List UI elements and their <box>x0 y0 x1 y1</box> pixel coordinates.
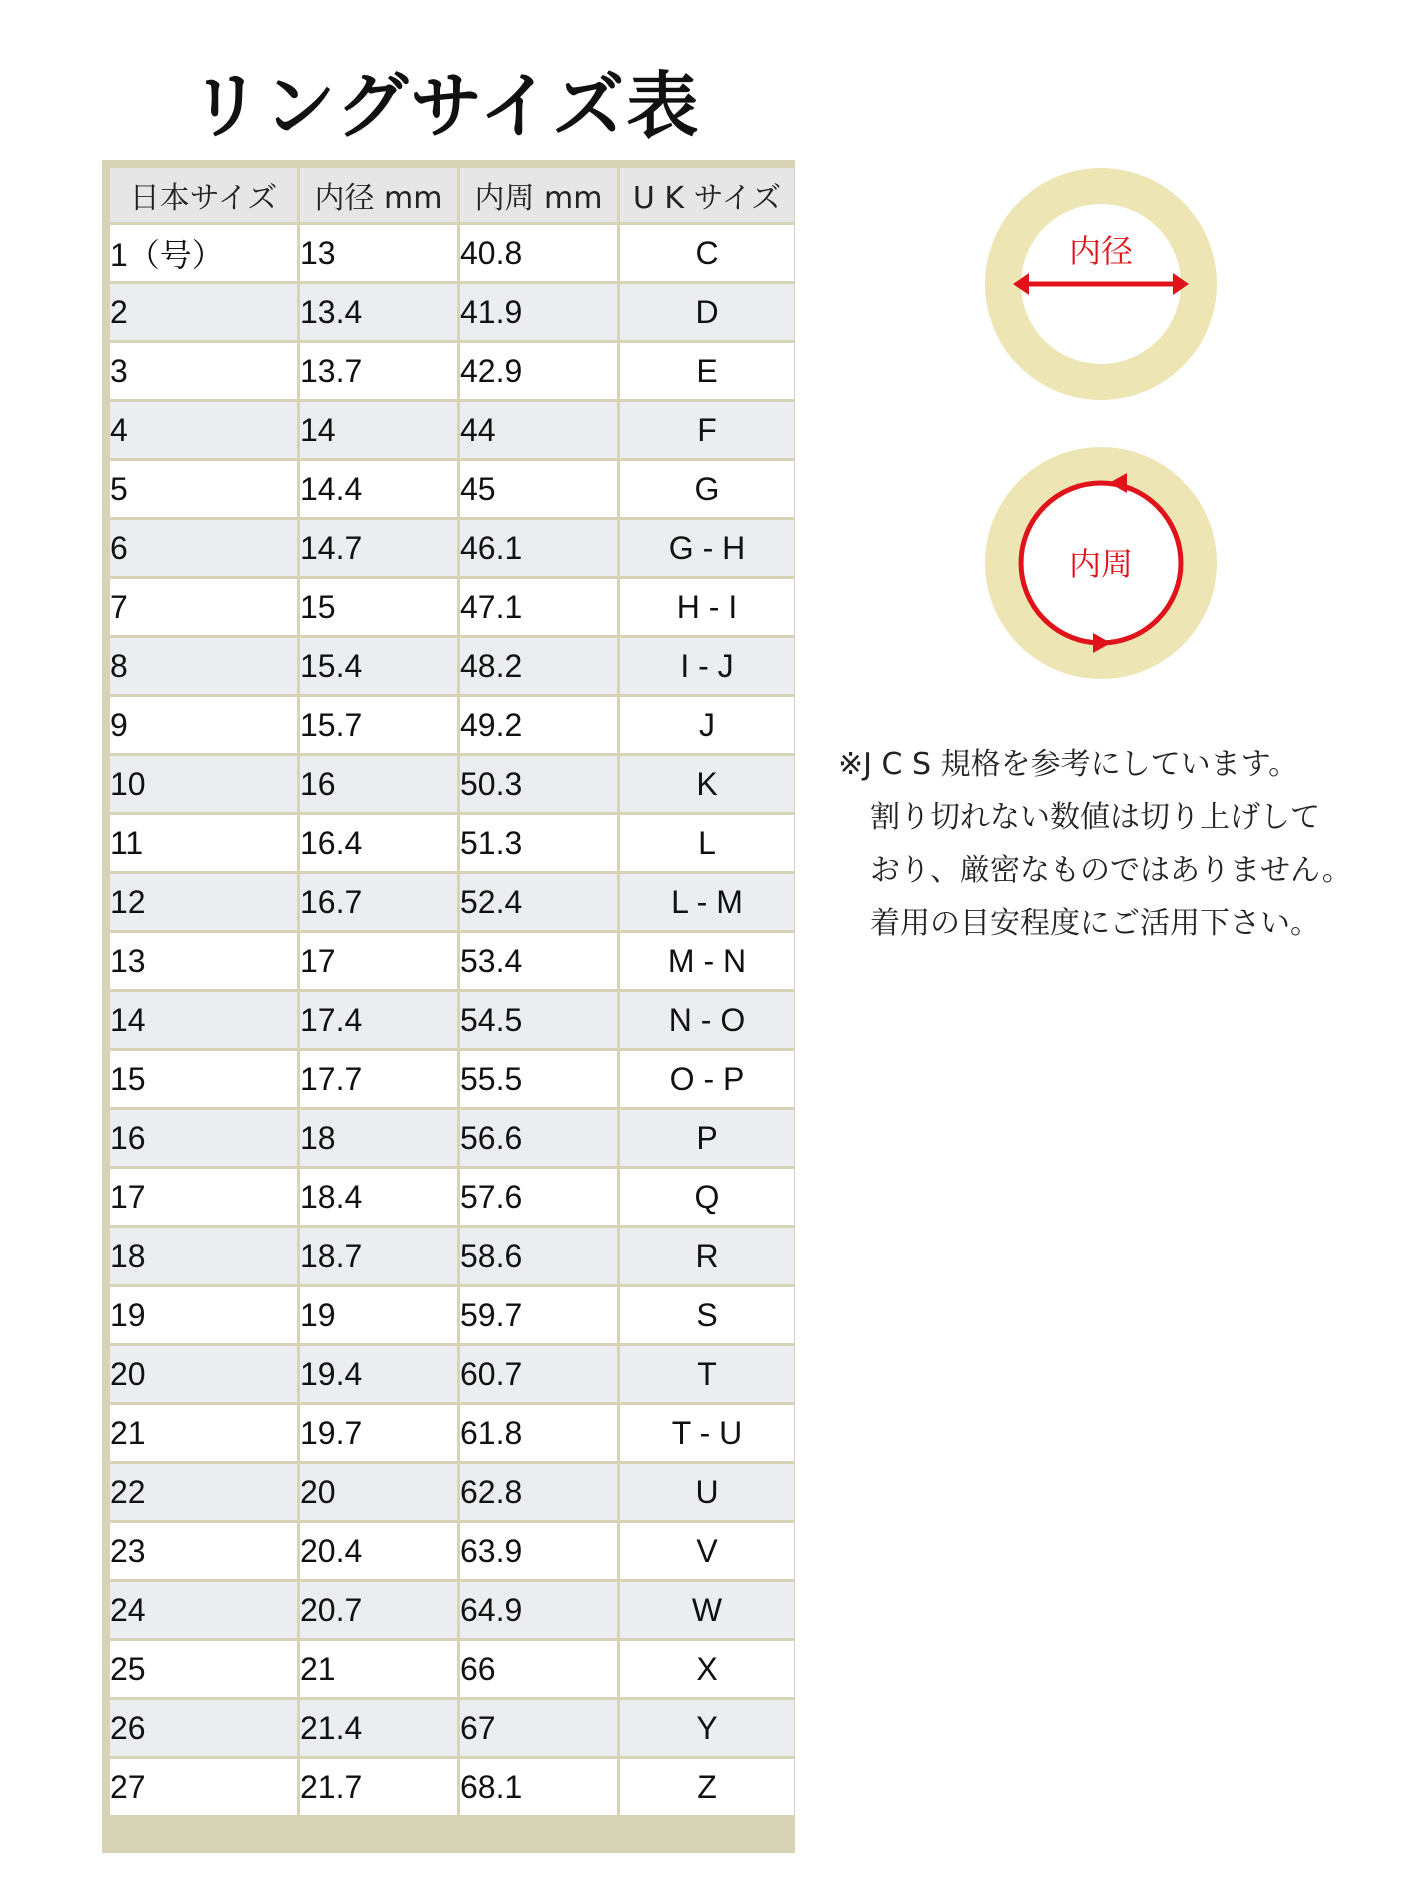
cell-uk-size: V <box>620 1523 794 1579</box>
cell-inner-diameter: 16 <box>300 756 457 812</box>
cell-inner-diameter: 21 <box>300 1641 457 1697</box>
diameter-label: 内径 <box>1068 232 1134 270</box>
cell-japan-size: 23 <box>110 1523 297 1579</box>
cell-uk-size: T <box>620 1346 794 1402</box>
inner-circumference-diagram <box>985 447 1217 679</box>
cell-uk-size: K <box>620 756 794 812</box>
cell-uk-size: L <box>620 815 794 871</box>
cell-inner-diameter: 17.7 <box>300 1051 457 1107</box>
header-uk-size: U K サイズ <box>620 168 794 222</box>
note-line: 着用の目安程度にご活用下さい。 <box>870 906 1320 941</box>
cell-inner-circumference: 44 <box>460 402 617 458</box>
cell-inner-circumference: 48.2 <box>460 638 617 694</box>
table-row <box>110 343 794 399</box>
header-japan-size: 日本サイズ <box>110 168 297 222</box>
cell-inner-diameter: 20 <box>300 1464 457 1520</box>
cell-uk-size: U <box>620 1464 794 1520</box>
cell-uk-size: D <box>620 284 794 340</box>
cell-inner-circumference: 62.8 <box>460 1464 617 1520</box>
table-row <box>110 284 794 340</box>
cell-inner-diameter: 13.7 <box>300 343 457 399</box>
cell-inner-diameter: 19.4 <box>300 1346 457 1402</box>
cell-japan-size: 25 <box>110 1641 297 1697</box>
table-row <box>110 520 794 576</box>
cell-japan-size: 14 <box>110 992 297 1048</box>
cell-uk-size: G - H <box>620 520 794 576</box>
cell-inner-diameter: 18.4 <box>300 1169 457 1225</box>
cell-uk-size: E <box>620 343 794 399</box>
cell-uk-size: M - N <box>620 933 794 989</box>
cell-uk-size: G <box>620 461 794 517</box>
table-row <box>110 579 794 635</box>
table-row <box>110 1641 794 1697</box>
cell-inner-circumference: 63.9 <box>460 1523 617 1579</box>
cell-uk-size: O - P <box>620 1051 794 1107</box>
cell-inner-diameter: 14.4 <box>300 461 457 517</box>
table-row <box>110 402 794 458</box>
table-row <box>110 992 794 1048</box>
cell-inner-diameter: 19 <box>300 1287 457 1343</box>
table-row <box>110 1287 794 1343</box>
cell-uk-size: Q <box>620 1169 794 1225</box>
cell-inner-circumference: 49.2 <box>460 697 617 753</box>
cell-inner-diameter: 21.7 <box>300 1759 457 1815</box>
table-row <box>110 638 794 694</box>
reference-note <box>838 738 1398 950</box>
table-row <box>110 756 794 812</box>
cell-inner-diameter: 16.7 <box>300 874 457 930</box>
cell-japan-size: 15 <box>110 1051 297 1107</box>
cell-japan-size: 6 <box>110 520 297 576</box>
cell-inner-circumference: 50.3 <box>460 756 617 812</box>
table-row <box>110 1346 794 1402</box>
cell-japan-size: 20 <box>110 1346 297 1402</box>
cell-inner-circumference: 40.8 <box>460 225 617 281</box>
cell-japan-size: 7 <box>110 579 297 635</box>
table-row <box>110 1405 794 1461</box>
cell-inner-circumference: 53.4 <box>460 933 617 989</box>
cell-inner-circumference: 67 <box>460 1700 617 1756</box>
cell-uk-size: T - U <box>620 1405 794 1461</box>
cell-japan-size: 19 <box>110 1287 297 1343</box>
cell-japan-size: 2 <box>110 284 297 340</box>
cell-inner-circumference: 59.7 <box>460 1287 617 1343</box>
cell-japan-size: 22 <box>110 1464 297 1520</box>
cell-inner-diameter: 19.7 <box>300 1405 457 1461</box>
cell-japan-size: 21 <box>110 1405 297 1461</box>
cell-inner-circumference: 51.3 <box>460 815 617 871</box>
table-row <box>110 1228 794 1284</box>
cell-japan-size: 17 <box>110 1169 297 1225</box>
table-row <box>110 1523 794 1579</box>
cell-inner-circumference: 54.5 <box>460 992 617 1048</box>
cell-uk-size: P <box>620 1110 794 1166</box>
cell-inner-circumference: 66 <box>460 1641 617 1697</box>
cell-inner-diameter: 14.7 <box>300 520 457 576</box>
cell-inner-circumference: 45 <box>460 461 617 517</box>
table-row <box>110 1464 794 1520</box>
cell-uk-size: Z <box>620 1759 794 1815</box>
cell-japan-size: 11 <box>110 815 297 871</box>
cell-inner-circumference: 61.8 <box>460 1405 617 1461</box>
cell-uk-size: I - J <box>620 638 794 694</box>
cell-japan-size: 10 <box>110 756 297 812</box>
table-row <box>110 815 794 871</box>
table-row <box>110 874 794 930</box>
cell-uk-size: R <box>620 1228 794 1284</box>
cell-japan-size: 24 <box>110 1582 297 1638</box>
table-body <box>110 225 794 1815</box>
cell-japan-size: 4 <box>110 402 297 458</box>
cell-uk-size: N - O <box>620 992 794 1048</box>
cell-japan-size: 9 <box>110 697 297 753</box>
cell-uk-size: X <box>620 1641 794 1697</box>
cell-inner-circumference: 41.9 <box>460 284 617 340</box>
table-row <box>110 1759 794 1815</box>
note-line: 割り切れない数値は切り上げして <box>870 800 1320 835</box>
cell-japan-size: 27 <box>110 1759 297 1815</box>
ring-size-table <box>102 160 795 1853</box>
cell-uk-size: W <box>620 1582 794 1638</box>
table-row <box>110 1700 794 1756</box>
cell-inner-diameter: 15.7 <box>300 697 457 753</box>
table-row <box>110 1051 794 1107</box>
cell-inner-diameter: 16.4 <box>300 815 457 871</box>
cell-uk-size: H - I <box>620 579 794 635</box>
cell-inner-circumference: 47.1 <box>460 579 617 635</box>
cell-japan-size: 8 <box>110 638 297 694</box>
cell-inner-circumference: 64.9 <box>460 1582 617 1638</box>
note-line: ※J C S 規格を参考にしています。 <box>838 747 1299 782</box>
cell-uk-size: J <box>620 697 794 753</box>
page-title: リングサイズ表 <box>189 64 701 148</box>
size-table <box>107 165 797 1818</box>
cell-inner-diameter: 20.7 <box>300 1582 457 1638</box>
cell-inner-diameter: 20.4 <box>300 1523 457 1579</box>
cell-japan-size: 26 <box>110 1700 297 1756</box>
cell-inner-circumference: 52.4 <box>460 874 617 930</box>
cell-inner-circumference: 58.6 <box>460 1228 617 1284</box>
header-inner-diameter: 内径 mm <box>300 168 457 222</box>
cell-japan-size: 3 <box>110 343 297 399</box>
cell-inner-circumference: 57.6 <box>460 1169 617 1225</box>
cell-japan-size: 12 <box>110 874 297 930</box>
table-header-row <box>110 168 794 222</box>
cell-inner-circumference: 46.1 <box>460 520 617 576</box>
cell-inner-diameter: 13 <box>300 225 457 281</box>
cell-inner-diameter: 21.4 <box>300 1700 457 1756</box>
table-row <box>110 697 794 753</box>
cell-inner-diameter: 15.4 <box>300 638 457 694</box>
table-row <box>110 933 794 989</box>
circumference-label: 内周 <box>1068 545 1134 583</box>
cell-inner-circumference: 56.6 <box>460 1110 617 1166</box>
cell-uk-size: L - M <box>620 874 794 930</box>
table-row <box>110 1110 794 1166</box>
table-row <box>110 461 794 517</box>
cell-inner-circumference: 42.9 <box>460 343 617 399</box>
cell-japan-size: 18 <box>110 1228 297 1284</box>
table-row <box>110 225 794 281</box>
cell-japan-size: 16 <box>110 1110 297 1166</box>
cell-inner-circumference: 60.7 <box>460 1346 617 1402</box>
cell-uk-size: C <box>620 225 794 281</box>
cell-inner-diameter: 18.7 <box>300 1228 457 1284</box>
cell-inner-diameter: 13.4 <box>300 284 457 340</box>
cell-inner-diameter: 17.4 <box>300 992 457 1048</box>
cell-japan-size: 1（号） <box>110 225 297 281</box>
cell-uk-size: Y <box>620 1700 794 1756</box>
cell-japan-size: 13 <box>110 933 297 989</box>
table-row <box>110 1582 794 1638</box>
cell-inner-diameter: 17 <box>300 933 457 989</box>
note-line: おり、厳密なものではありません。 <box>870 853 1352 888</box>
cell-uk-size: S <box>620 1287 794 1343</box>
cell-inner-diameter: 15 <box>300 579 457 635</box>
cell-inner-diameter: 18 <box>300 1110 457 1166</box>
cell-uk-size: F <box>620 402 794 458</box>
cell-japan-size: 5 <box>110 461 297 517</box>
cell-inner-circumference: 68.1 <box>460 1759 617 1815</box>
table-row <box>110 1169 794 1225</box>
header-inner-circumference: 内周 mm <box>460 168 617 222</box>
inner-diameter-diagram <box>985 168 1217 400</box>
cell-inner-diameter: 14 <box>300 402 457 458</box>
cell-inner-circumference: 55.5 <box>460 1051 617 1107</box>
